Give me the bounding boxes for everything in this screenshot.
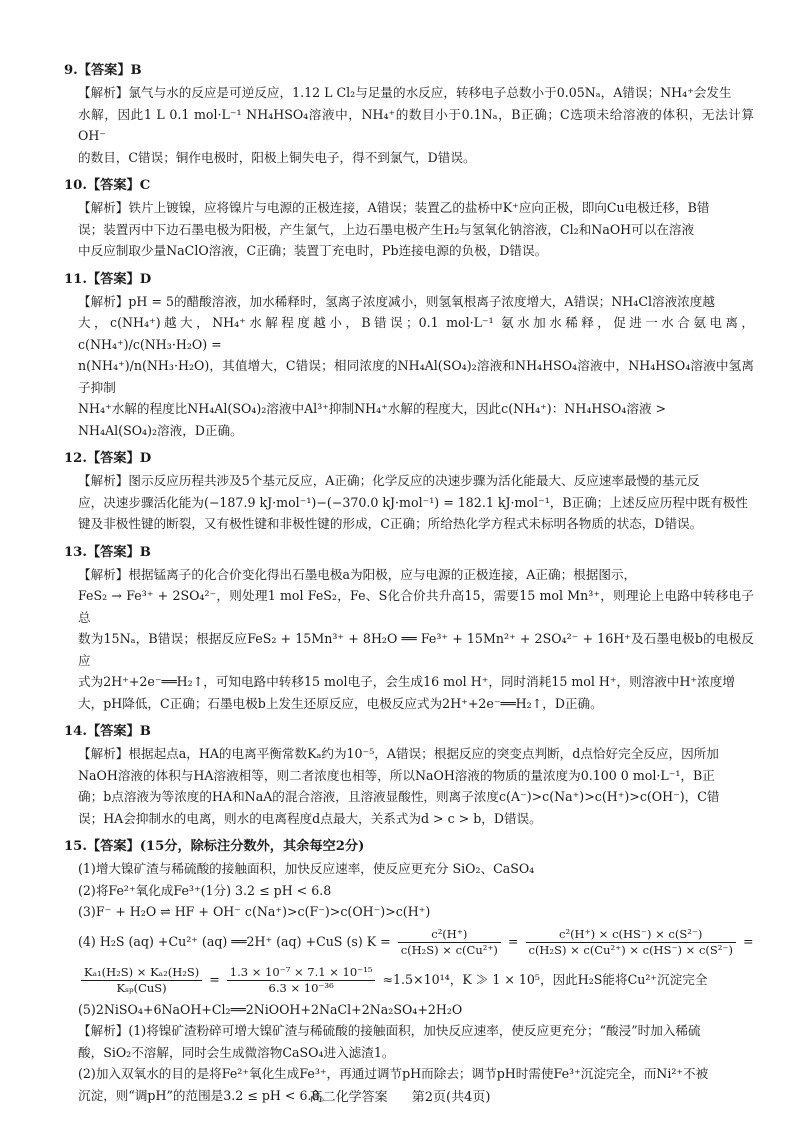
analysis-line: 误；装置丙中下边石墨电极为阳极，产生氯气，上边石墨电极产生H₂与氢氧化钠溶液，Cl₂和NaOH可以在溶液	[78, 221, 695, 237]
fraction-denominator: Kₛₚ(CuS)	[116, 980, 167, 995]
analysis-line: 的数目，C错误；铜作电极时，阳极上铜失电子，得不到氯气，D错误。	[78, 149, 476, 165]
analysis-line: 酸，SiO₂不溶解，同时会生成微溶物CaSO₄进入滤渣1。	[78, 1044, 395, 1060]
footer-subject: 高二化学答案	[309, 1090, 388, 1105]
eq-lead: (4) H₂S (aq) +Cu²⁺ (aq) ══2H⁺ (aq) +CuS (s) K =	[78, 933, 391, 949]
fraction	[526, 927, 736, 958]
eq-conclusion: ≈1.5×10¹⁴，K ≫ 1 × 10⁵，因此H₂S能将Cu²⁺沉淀完全	[382, 971, 708, 987]
equilibrium-constant-value	[64, 961, 754, 999]
analysis-line: FeS₂ → Fe³⁺ + 2SO₄²⁻，则处理1 mol FeS₂，Fe、S化合价共升高15，需要15 mol Mn³⁺，则理论上电路中转移电子总	[78, 588, 754, 625]
answer-line: 9.【答案】B	[64, 63, 142, 78]
answer-page	[64, 60, 754, 1113]
answer-line: 11.【答案】D	[64, 271, 152, 287]
analysis-line: 【解析】根据起点a，HA的电离平衡常数Kₐ约为10⁻⁵，A错误；根据反应的突变点判断，d点恰好完全反应，因所加	[78, 746, 719, 761]
analysis-line: n(NH₄⁺)/n(NH₃·H₂O)，其值增大，C错误；相同浓度的NH₄Al(SO₄)₂溶液和NH₄HSO₄溶液中，NH₄HSO₄溶液中氢离子抑制	[78, 358, 754, 395]
analysis-line: 确；b点溶液为等浓度的HA和NaA的混合溶液，且溶液显酸性，则离子浓度c(A⁻)>c(Na⁺)>c(H⁺)>c(OH⁻)，C错	[78, 789, 720, 804]
equals-sign: =	[507, 933, 519, 949]
analysis-line: NaOH溶液的体积与HA溶液相等，则二者浓度也相等，所以NaOH溶液的物质的量浓度为0.100 0 mol·L⁻¹，B正	[78, 767, 715, 783]
fraction-denominator: c(H₂S) × c(Cu²⁺) × c(HS⁻) × c(S²⁻)	[528, 942, 733, 957]
analysis-line: 大，pH降低，C正确；石墨电极b上发生还原反应，电极反应式为2H⁺+2e⁻══H₂↑，D正确。	[78, 695, 603, 711]
question-9	[64, 60, 754, 168]
question-15	[64, 836, 754, 1106]
fraction	[227, 965, 376, 996]
analysis-line: 【解析】pH = 5的醋酸溶液，加水稀释时，氢离子浓度减小，则氢氧根离子浓度增大，A错误；NH₄Cl溶液浓度越	[78, 293, 715, 309]
question-11	[64, 269, 754, 442]
fraction	[81, 965, 202, 996]
answer-part-3: (3)F⁻ + H₂O ⇌ HF + OH⁻ c(Na⁺)>c(F⁻)>c(OH⁻)>c(H⁺)	[78, 904, 431, 919]
analysis-line: 【解析】图示反应历程共涉及5个基元反应，A正确；化学反应的决速步骤为活化能最大、反应速率最慢的基元反	[78, 473, 700, 488]
analysis-line: 【解析】根据锰离子的化合价变化得出石墨电极a为阳极，应与电源的正极连接，A正确；根据图示，	[78, 566, 637, 582]
fraction-denominator: c(H₂S) × c(Cu²⁺)	[400, 942, 498, 957]
page-footer	[0, 1086, 800, 1105]
analysis-line: 沉淀，则“调pH”的范围是3.2 ≤ pH < 6.8。	[78, 1087, 333, 1103]
fraction	[398, 927, 501, 958]
question-13	[64, 542, 754, 715]
question-14	[64, 721, 754, 829]
footer-page-number: 第2页(共4页)	[411, 1090, 491, 1105]
fraction-numerator: Kₐ₁(H₂S) × Kₐ₂(H₂S)	[81, 965, 202, 981]
analysis-line: 式为2H⁺+2e⁻══H₂↑，可知电路中转移15 mol电子，会生成16 mol H⁺，同时消耗15 mol H⁺，则溶液中H⁺浓度增	[78, 674, 735, 689]
analysis-line: (2)加入双氧水的目的是将Fe²⁺氧化生成Fe³⁺，再通过调节pH而除去；调节pH时需使Fe³⁺沉淀完全，而Ni²⁺不被	[78, 1066, 709, 1081]
equals-sign: =	[742, 933, 754, 949]
analysis-line: 误；HA会抑制水的电离，则水的电离程度d点最大，关系式为d > c > b，D错误。	[78, 810, 542, 826]
analysis-line: 中反应制取少量NaClO溶液，C正确；装置丁充电时，Pb连接电源的负极，D错误。	[78, 243, 548, 258]
answer-part-1: (1)增大镍矿渣与稀硫酸的接触面积，加快反应速率，使反应更充分 SiO₂、CaSO₄	[78, 861, 535, 876]
fraction-numerator: c²(H⁺) × c(HS⁻) × c(S²⁻)	[526, 927, 736, 943]
fraction-numerator: c²(H⁺)	[398, 927, 501, 943]
question-12	[64, 448, 754, 535]
answer-line: 15.【答案】(15分，除标注分数外，其余每空2分)	[64, 839, 365, 854]
answer-line: 10.【答案】C	[64, 178, 151, 193]
analysis-line: NH₄⁺水解的程度比NH₄Al(SO₄)₂溶液中Al³⁺抑制NH₄⁺水解的程度大，因此c(NH₄⁺)：NH₄HSO₄溶液 >	[78, 401, 667, 416]
analysis-line: 大，c(NH₄⁺)越大，NH₄⁺水解程度越小，B错误；0.1 mol·L⁻¹ 氨水加水稀释，促进一水合氨电离，c(NH₄⁺)/c(NH₃·H₂O) =	[78, 315, 754, 352]
analysis-line: NH₄Al(SO₄)₂溶液，D正确。	[78, 422, 243, 438]
answer-part-5: (5)2NiSO₄+6NaOH+Cl₂══2NiOOH+2NaCl+2Na₂SO₄+2H₂O	[78, 1001, 463, 1017]
analysis-line: 水解，因此1 L 0.1 mol·L⁻¹ NH₄HSO₄溶液中，NH₄⁺的数目小于0.1Nₐ，B正确；C选项未给溶液的体积，无法计算OH⁻	[78, 106, 754, 143]
analysis-line: 键及非极性键的断裂，又有极性键和非极性键的形成，C正确；所给热化学方程式未标明各物质的状态，D错误。	[78, 516, 703, 531]
answer-line: 12.【答案】D	[64, 451, 152, 466]
answer-line: 14.【答案】B	[64, 724, 151, 739]
fraction-numerator: 1.3 × 10⁻⁷ × 7.1 × 10⁻¹⁵	[227, 965, 376, 981]
analysis-line: 应，决速步骤活化能为(−187.9 kJ·mol⁻¹)−(−370.0 kJ·mol⁻¹) = 182.1 kJ·mol⁻¹，B正确；上述反应历程中既有极性	[78, 494, 748, 510]
equilibrium-constant-expression	[64, 923, 754, 961]
analysis-line: 【解析】氯气与水的反应是可逆反应，1.12 L Cl₂与足量的水反应，转移电子总数小于0.05Nₐ，A错误；NH₄⁺会发生	[78, 85, 732, 100]
analysis-line: 【解析】(1)将镍矿渣粉碎可增大镍矿渣与稀硫酸的接触面积，加快反应速率，使反应更充分；“酸浸”时加入稀硫	[78, 1023, 701, 1038]
equals-sign: =	[209, 971, 220, 987]
answer-part-2: (2)将Fe²⁺氧化成Fe³⁺(1分) 3.2 ≤ pH < 6.8	[78, 882, 332, 898]
answer-line: 13.【答案】B	[64, 544, 151, 560]
fraction-denominator: 6.3 × 10⁻³⁶	[268, 980, 334, 995]
analysis-line: 数为15Nₐ，B错误；根据反应FeS₂ + 15Mn³⁺ + 8H₂O ══ Fe³⁺ + 15Mn²⁺ + 2SO₄²⁻ + 16H⁺及石墨电极b的电极反应	[78, 631, 754, 668]
analysis-line: 【解析】铁片上镀镍，应将镍片与电源的正极连接，A错误；装置乙的盐桥中K⁺应向正极，即向Cu电极迁移，B错	[78, 200, 710, 215]
question-10	[64, 175, 754, 262]
